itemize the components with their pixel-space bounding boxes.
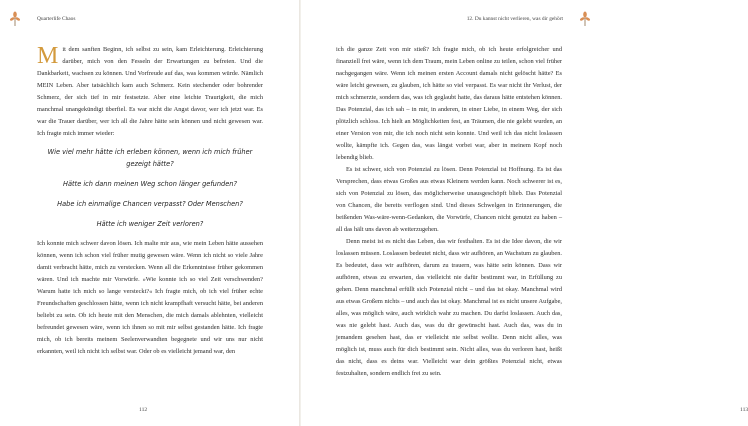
running-head: 12. Du kannst nicht verlieren, was dir gehört: [466, 16, 563, 22]
opening-paragraph: Mit dem sanften Beginn, ich selbst zu sein, kam Erleichterung. Erleichterung darüber, mich von den Fesseln der Erwartungen zu befreien. Und die Dankbarkeit, wachsen zu können. Und Vorfreude auf das, was kommen würde. Nämlich MEIN Leben. Aber tatsächlich kam auch Schmerz. Kein stechender oder bohrender Schmerz, der sich tief in mir festsetzte. Aber eine leichte Traurigkeit, die mich manchmal unangekündigt überfiel. Es war nicht die Angst davor, wer ich jetzt war. Es war die Trauer darüber, wer ich all die Jahre hätte sein können und nicht gewesen war. Ich fragte mich immer wieder:: [37, 43, 263, 137]
body-paragraph: Denn meist ist es nicht das Leben, das wir festhalten. Es ist die Idee davon, die wir loslassen müssen. Loslassen bedeutet nicht, dass wir aufhören, an Wachstum zu glauben. Es bedeutet, dass wir aufhören, darum zu trauern, was hätte sein können. Dass wir aufhören, etwas zu erwarten, das vielleicht nie dafür bestimmt war, in Erfüllung zu gehen. Denn manchmal erfüllt sich Potenzial nicht – und das ist okay. Manchmal wird aus etwas Großem nichts – und auch das ist okay. Manchmal ist es nicht unsere Aufgabe, alles, was möglich wäre, auch wirklich wahr zu machen. Du darfst loslassen. Auch das, was nie gelebt hast. Auch das, was du dir gewünscht hast. Auch das, was du in jemandem gesehen hast, das er vielleicht nie selbst wollte. Denn nicht alles, was möglich ist, muss auch für dich bestimmt sein. Nicht alles, was du verloren hast, heißt das nicht, dass es deins war. Vielleicht war dein größtes Potenzial nicht, etwas festzuhalten, sondern endlich frei zu sein.: [336, 238, 562, 377]
left-body-text: [37, 44, 263, 358]
handwritten-questions: [37, 146, 263, 230]
book-gutter: [299, 0, 301, 426]
running-head: Quarterlife Chaos: [37, 16, 76, 22]
sprig-ornament-icon: [9, 11, 21, 27]
right-body-text: [336, 44, 562, 380]
handwritten-question: Hätte ich weniger Zeit verloren?: [96, 220, 204, 228]
handwritten-question: Hätte ich dann meinen Weg schon länger gefunden?: [63, 180, 237, 188]
drop-cap: M: [37, 43, 59, 69]
left-page: [0, 0, 300, 426]
page-number: 112: [139, 407, 148, 413]
page-number: 113: [740, 407, 748, 413]
sprig-ornament-icon: [579, 11, 591, 27]
right-page: [300, 0, 748, 426]
body-paragraph: Es ist schwer, sich von Potenzial zu lösen. Denn Potenzial ist Hoffnung. Es ist das Versprechen, dass etwas Großes aus etwas Kleinem werden kann. Noch schwerer ist es, sich von Potenzial zu lösen, das möglicherweise unausgeschöpft blieb. Das Potenzial von Chancen, die bereits verflogen sind. Und dieses Schwelgen in Erinnerungen, die beißenden Was-wäre-wenn-Gedanken, die Vorwürfe, Chancen nicht genutzt zu haben – all das hält uns davon ab weiterzugehen.: [336, 166, 562, 233]
handwritten-question: Wie viel mehr hätte ich erleben können, wenn ich mich früher gezeigt hätte?: [47, 148, 253, 168]
handwritten-question: Habe ich einmalige Chancen verpasst? Oder Menschen?: [57, 200, 243, 208]
body-paragraph: Ich konnte mich schwer davon lösen. Ich malte mir aus, wie mein Leben hätte aussehen können, wenn ich schon viel früher mutig gewesen wäre. Wenn ich nicht so viele Jahre damit verbracht hätte, mich zu verstecken. Wenn all die Erkenntnisse früher gekommen wären. Und ich machte mir Vorwürfe. »Wie konnte ich so viel Zeit verschwenden? Warum hatte ich mich so lange versteckt?« Ich fragte mich, ob ich viel früher echte Freundschaften geschlossen hätte, wenn ich nicht krampfhaft versucht hätte, bei anderen beliebt zu sein. Ob ich heute mit den Menschen, die mich damals ablehnten, vielleicht befreundet gewesen wäre, wenn ich ihnen so mit mir selbst gestanden hätte. Ich fragte mich, ob ich bereits meinem Seelenverwandten begegnete und wir uns nur nicht erkannten, weil ich nicht ich selbst war. Oder ob es vielleicht jemand war, den: [37, 240, 263, 355]
body-paragraph: ich die ganze Zeit von mir stieß? Ich fragte mich, ob ich heute erfolgreicher und finanziell frei wäre, wenn ich dem Traum, mein Leben online zu teilen, schon viel früher nachgegangen wäre. Wenn ich meinen ersten Account damals nicht gelöscht hätte? Es wäre leicht gewesen, zu glauben, ich hätte so viel verpasst. Es war nicht ihr Verlust, der mich schmerzte, sondern das, was ich geglaubt hatte, das daraus hätte entstehen können. Das Potenzial, das ich sah – in mir, in anderen, in einer Liebe, in einem Weg, der sich plötzlich schloss. Ich hielt an Möglichkeiten fest, an Träumen, die nie gelebt wurden, an einer Version von mir, die ich noch nicht sein konnte. Und weil ich das nicht loslassen wollte, kämpfte ich. Gegen das, was längst vorbei war, aber in meinem Kopf noch lebendig blieb.: [336, 46, 562, 161]
